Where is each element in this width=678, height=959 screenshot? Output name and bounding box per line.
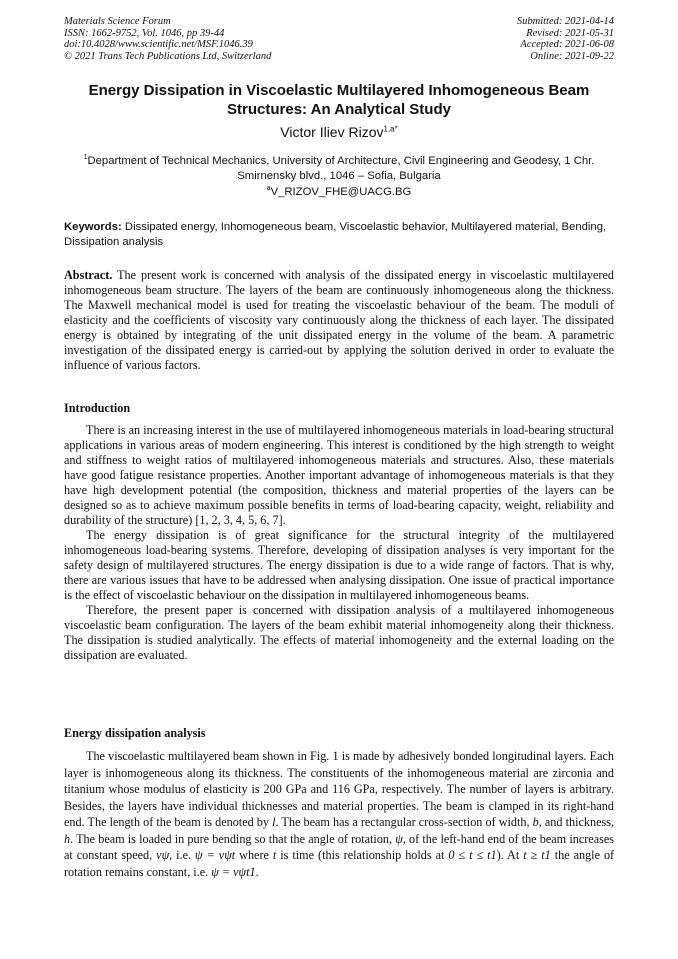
submitted-date: Submitted: 2021-04-14 — [516, 16, 614, 27]
email-text[interactable]: V_RIZOV_FHE@UACG.BG — [270, 185, 412, 198]
journal-name: Materials Science Forum — [64, 16, 171, 27]
var-l: l — [272, 815, 276, 829]
paper-title: Energy Dissipation in Viscoelastic Multilayered Inhomogeneous Beam Structures: An Analytical Study — [88, 82, 590, 118]
equation-2: 0 ≤ t ≤ t1 — [448, 848, 497, 862]
affiliation-text: Department of Technical Mechanics, University of Architecture, Civil Engineering and Geodesy, 1 Chr. Smirnensky blvd., 1046 – Sofia, Bulgaria — [87, 154, 595, 182]
var-b: b — [532, 815, 539, 829]
author-sup: 1,a* — [383, 124, 398, 134]
intro-paragraph-2: The energy dissipation is of great significance for the structural integrity of the multilayered inhomogeneous load-bearing systems. Therefore, developing of dissipation analyses is very important for the safety design of multilayered structures. The energy dissipation is due to a wide range of factors. That is why, there are various issues that have to be addressed when analysing dissipation. One issue of practical importance is the effect of viscoelastic behaviour on the dissipation in multilayered inhomogeneous beams. — [64, 528, 614, 602]
equation-4: ψ = vψt1 — [211, 864, 256, 879]
abstract-label: Abstract. — [64, 268, 113, 282]
doi[interactable]: doi:10.4028/www.scientific.net/MSF.1046.39 — [64, 39, 253, 50]
issn: ISSN: 1662-9752, Vol. 1046, pp 39-44 — [64, 27, 225, 39]
header-right — [517, 16, 614, 62]
keywords-text: Dissipated energy, Inhomogeneous beam, Viscoelastic behavior, Multilayered material, Bending, Dissipation analysis — [64, 221, 607, 248]
revised-date: Revised: 2021-05-31 — [526, 27, 614, 39]
introduction-heading: Introduction — [64, 401, 131, 415]
energy-paragraph-1: The viscoelastic multilayered beam shown in Fig. 1 is made by adhesively bonded longitudinal layers. Each layer is inhomogeneous along its thickness. The constituents of the inhomogeneous material are zirconia and titanium whose modulus of elasticity is 200 GPa and 116 GPa, respectively. The number of layers is arbitrary. Besides, the layers have individual thicknesses and material properties. The beam is clamped in its right-hand end. The length of the beam is denoted by l. The beam has a rectangular cross-section of width, b, and thickness, h. The beam is loaded in pure bending so that the angle of rotation, ψ, of the left-hand end of the beam increases at constant speed, vψ, i.e. ψ = vψt where t is time (this relationship holds at 0 ≤ t ≤ t1). At t ≥ t1 the angle of rotation remains constant, i.e. ψ = vψt1. — [64, 749, 615, 879]
var-t: t — [272, 848, 277, 862]
email — [64, 185, 614, 198]
equation-1: ψ = vψt — [195, 848, 236, 862]
accepted-date: Accepted: 2021-06-08 — [520, 39, 614, 50]
copyright: © 2021 Trans Tech Publications Ltd, Switzerland — [64, 50, 272, 62]
intro-paragraph-1: There is an increasing interest in the use of multilayered inhomogeneous materials in load-bearing structural applications in various areas of modern engineering. This interest is conditioned by the high strength to weight and stiffness to weight ratios of multilayered inhomogeneous materials and structures. Also, these materials have good fatigue resistance properties. Another important advantage of inhomogeneous materials is that they have high development potential (the composition, thickness and material properties of the layers can be designed so as to achieve maximum possible benefits in terms of load-bearing capacity, weight, reliability and durability of the structure) [1, 2, 3, 4, 5, 6, 7]. — [64, 423, 614, 527]
energy-section-body — [64, 748, 614, 880]
online-date: Online: 2021-09-22 — [530, 50, 614, 62]
var-psi: ψ — [395, 831, 403, 846]
author — [64, 124, 614, 140]
author-name: Victor Iliev Rizov — [280, 124, 384, 140]
equation-3: t ≥ t1 — [523, 848, 551, 862]
var-h: h — [64, 831, 71, 846]
affiliation-sup: 1 — [83, 154, 88, 161]
keywords — [64, 220, 614, 250]
abstract — [64, 268, 614, 373]
intro-paragraph-3: Therefore, the present paper is concerned with dissipation analysis of a multilayered inhomogeneous viscoelastic beam configuration. The layers of the beam exhibit material inhomogeneity along their thickness. The dissipation is studied analytically. The effects of material inhomogeneity and the external loading on the dissipation are evaluated. — [64, 603, 614, 662]
email-sup: a — [266, 185, 271, 192]
introduction-body — [64, 423, 614, 663]
affiliation — [64, 150, 614, 184]
abstract-text: The present work is concerned with analysis of the dissipated energy in viscoelastic multilayered inhomogeneous beam structure. The layers of the beam are continuously inhomogeneous along the thickness. The Maxwell mechanical model is used for treating the viscoelastic behaviour of the beam. The moduli of elasticity and the coefficients of viscosity vary continuously along the thickness of each layer. The dissipated energy is obtained by integrating of the unit dissipated energy in the volume of the beam. A parametric investigation of the dissipated energy is carried-out by applying the solution derived in order to evaluate the influence of various factors. — [64, 268, 614, 372]
keywords-label: Keywords: — [64, 221, 122, 233]
var-vpsi: vψ — [156, 848, 170, 862]
energy-section-heading: Energy dissipation analysis — [64, 726, 206, 740]
header-left — [64, 16, 271, 62]
